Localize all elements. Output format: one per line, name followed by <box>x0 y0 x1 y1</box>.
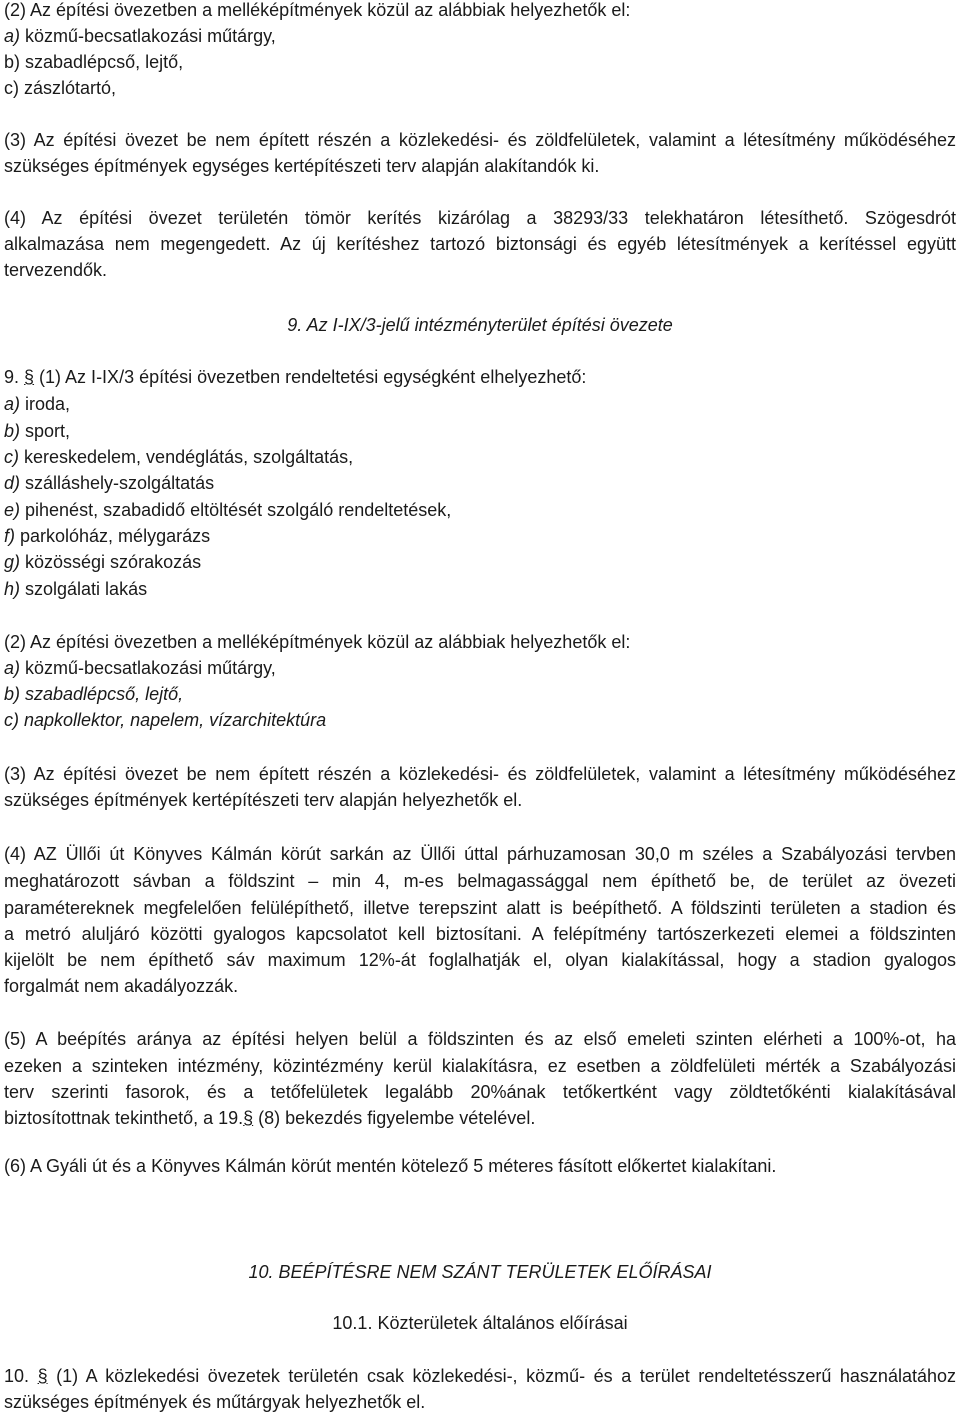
paragraph-5-line: (5) A beépítés aránya az építési helyen belül a földszinten és az első emeleti szinten elérheti a 100%-ot, ha <box>4 1029 956 1049</box>
list-prefix: a) <box>4 394 21 414</box>
section-lead-line: szükséges építmények és műtárgyak helyezhetők el. <box>4 1392 426 1412</box>
list-item <box>4 497 451 523</box>
list-text: szabadlépcső, lejtő, <box>20 684 184 704</box>
section-title: 9. Az I-IX/3-jelű intézményterület építési övezete <box>287 315 673 335</box>
list-prefix: f) <box>4 526 15 546</box>
paragraph-4-line: tervezendők. <box>4 260 108 280</box>
section-lead <box>4 1363 956 1389</box>
paragraph-3-line: szükséges építmények egységes kertépítészeti terv alapján alakítandók ki. <box>4 156 600 176</box>
paragraph-symbol: § <box>243 1108 254 1128</box>
paragraph-4-line: (4) Az építési övezet területén tömör kerítés kizárólag a 38293/33 telekhatáron létesíthető. Szögesdrót <box>4 208 956 228</box>
list-text: parkolóház, mélygarázs <box>15 526 211 546</box>
list-prefix: c) <box>4 447 19 467</box>
paragraph-3-line: (3) Az építési övezet be nem épített részén a közlekedési- és zöldfelületek, valamint a létesítmény működéséhez <box>4 764 956 784</box>
list-item <box>4 576 147 602</box>
paragraph-5-line: terv szerinti fasorok, és a tetőfelületek legalább 20%ának tetőkertként vagy zöldtetőkénti kialakításával <box>4 1082 956 1102</box>
subsection-title: 10.1. Közterületek általános előírásai <box>332 1313 628 1333</box>
list-text: közösségi szórakozás <box>20 552 202 572</box>
paragraph-4-line: forgalmát nem akadályozzák. <box>4 976 239 996</box>
paragraph-3-line: (3) Az építési övezet be nem épített részén a közlekedési- és zöldfelületek, valamint a létesítmény működéséhez <box>4 130 956 150</box>
list-item <box>4 655 276 681</box>
paragraph-4-line: meghatározott sávban a földszint – min 4, m-es belmagassággal nem építhető be, de terület az övezeti <box>4 871 956 891</box>
section-lead-text: (1) Az I-IX/3 építési övezetben rendeltetési egységként elhelyezhető: <box>34 367 587 387</box>
list-text: szolgálati lakás <box>20 579 148 599</box>
paragraph-4-line: alkalmazása nem megengedett. Az új kerítéshez tartozó biztonsági és egyéb létesítmények a kerítéssel együtt <box>4 234 956 254</box>
paragraph-4-line: kijelölt be nem építhető sáv maximum 12%-át foglalhatják el, olyan kialakítással, hogy a stadion gyalogos <box>4 950 956 970</box>
list-item <box>4 391 70 417</box>
list-prefix: c) <box>4 710 19 730</box>
section-lead-text: (1) A közlekedési övezetek területén csak közlekedési-, közmű- és a terület rendeltetésszerű használatához <box>47 1366 956 1386</box>
list-item <box>4 418 70 444</box>
section-lead <box>4 364 586 390</box>
list-text: sport, <box>20 421 71 441</box>
paragraph-2-intro: (2) Az építési övezetben a melléképítmények közül az alábbiak helyezhetők el: <box>4 0 631 20</box>
list-prefix: b) <box>4 421 21 441</box>
list-item <box>4 549 201 575</box>
list-prefix: b) <box>4 684 21 704</box>
list-prefix: a) <box>4 26 21 46</box>
list-item: b) szabadlépcső, lejtő, <box>4 52 184 72</box>
paragraph-symbol: § <box>24 367 35 387</box>
paragraph-4-line: paramétereknek megfelelően felülépíthető, illetve terepszint alatt is beépíthető. A földszinti területen a stadion és <box>4 898 956 918</box>
paragraph-5-text: biztosítottnak tekinthető, a 19. <box>4 1108 244 1128</box>
list-prefix: e) <box>4 500 21 520</box>
list-text: szálláshely-szolgáltatás <box>20 473 215 493</box>
list-item <box>4 444 353 470</box>
list-item <box>4 523 210 549</box>
list-text: kereskedelem, vendéglátás, szolgáltatás, <box>19 447 354 467</box>
list-item <box>4 681 183 707</box>
list-text: pihenést, szabadidő eltöltését szolgáló rendeltetések, <box>20 500 452 520</box>
section-title: 10. BEÉPÍTÉSRE NEM SZÁNT TERÜLETEK ELŐÍRÁSAI <box>248 1262 712 1282</box>
paragraph-4-line: (4) AZ Üllői út Könyves Kálmán körút sarkán az Üllői úttal párhuzamosan 30,0 m széles a Szabályozási tervben <box>4 844 956 864</box>
paragraph-3-line: szükséges építmények kertépítészeti terv alapján helyezhetők el. <box>4 790 523 810</box>
list-prefix: h) <box>4 579 21 599</box>
list-prefix: d) <box>4 473 21 493</box>
paragraph-6: (6) A Gyáli út és a Könyves Kálmán körút mentén kötelező 5 méteres fásított előkertet kialakítani. <box>4 1156 777 1176</box>
section-number: 9. <box>4 367 20 387</box>
list-text: közmű-becsatlakozási műtárgy, <box>20 26 276 46</box>
list-text: iroda, <box>20 394 71 414</box>
list-item <box>4 707 326 733</box>
section-number: 10. <box>4 1366 30 1386</box>
paragraph-symbol: § <box>37 1366 48 1386</box>
list-prefix: g) <box>4 552 21 572</box>
list-item: c) zászlótartó, <box>4 78 117 98</box>
list-item <box>4 23 276 49</box>
paragraph-5-line: ezeken a szinteken intézmény, közintézmény kerül kialakításra, ez esetben a zöldfelületi mérték a Szabályozási <box>4 1056 956 1076</box>
list-prefix: a) <box>4 658 21 678</box>
paragraph-5-line <box>4 1105 535 1131</box>
paragraph-4-line: a metró aluljáró közötti gyalogos kapcsolatot kell biztosítani. A felépítmény tartószerkezeti elemei a földszinten <box>4 924 956 944</box>
paragraph-5-text: (8) bekezdés figyelembe vételével. <box>253 1108 536 1128</box>
list-item <box>4 470 214 496</box>
paragraph-2-intro: (2) Az építési övezetben a melléképítmények közül az alábbiak helyezhetők el: <box>4 632 631 652</box>
list-text: napkollektor, napelem, vízarchitektúra <box>19 710 327 730</box>
list-text: közmű-becsatlakozási műtárgy, <box>20 658 276 678</box>
